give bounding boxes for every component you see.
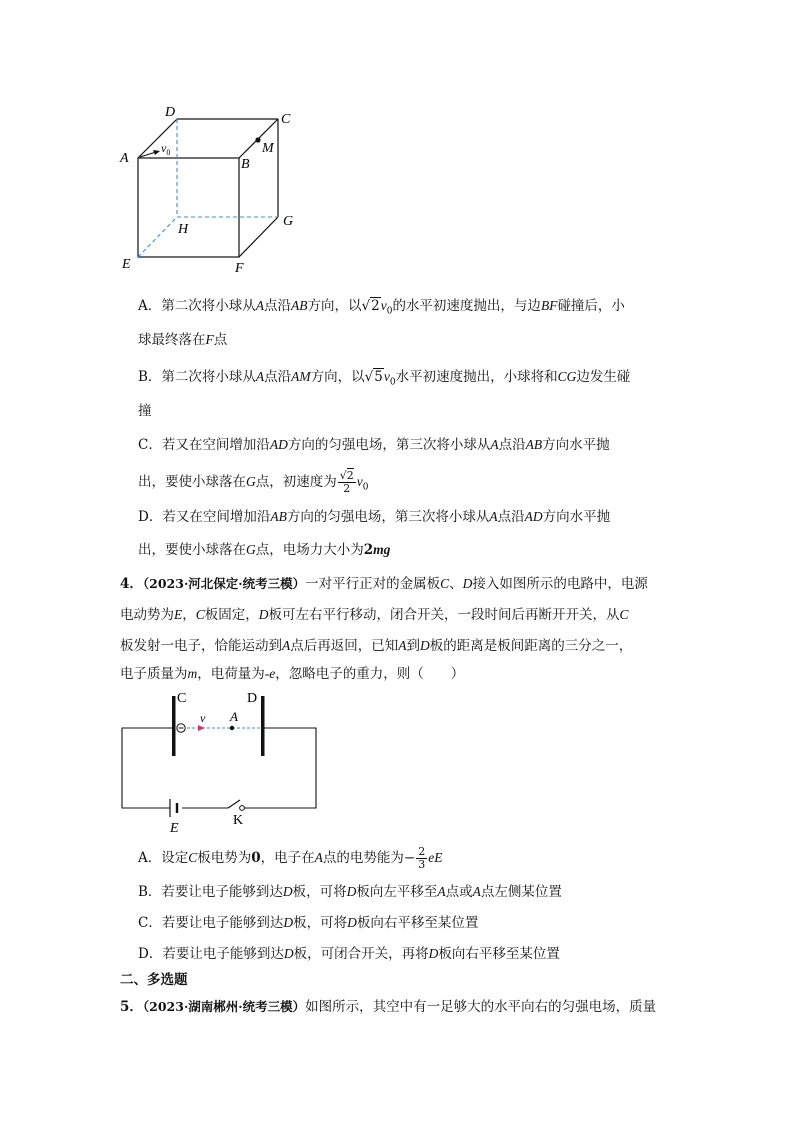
label-D: D	[165, 105, 176, 120]
label-v0: $v_0$	[161, 141, 171, 157]
label-M: M	[262, 141, 274, 156]
plate-D	[261, 696, 265, 756]
switch-blade	[228, 800, 240, 808]
sqrt-symbol: √5	[364, 369, 383, 385]
q3-option-b-line2: 撞	[138, 403, 152, 419]
q4-stem-line1: 4．（2023·河北保定·统考三模）一对平行正对的金属板C、D接入如图所示的电路中，电源	[120, 576, 648, 592]
q4-stem-line2: 电动势为E，C板固定，D板可左右平行移动，闭合开关，一段时间后再断开开关，从C	[120, 607, 629, 623]
q4-option-b: B．若要让电子能够到达D板，可将D板向左平移至A点或A点左侧某位置	[138, 884, 562, 900]
q4-option-c: C．若要让电子能够到达D板，可将D板向右平移至某位置	[138, 915, 479, 931]
label-G: G	[283, 214, 294, 229]
point-A	[230, 726, 234, 730]
label-F: F	[235, 261, 244, 276]
velocity-arrowhead	[198, 725, 205, 731]
cube-figure	[110, 100, 310, 280]
q3-option-d-line2: 出，要使小球落在G点，电场力大小为2mg	[138, 542, 391, 558]
label-C: C	[281, 112, 291, 127]
label-K: K	[233, 813, 244, 828]
v0-arrowhead	[153, 150, 160, 155]
q4-option-d: D．若要让电子能够到达D板，可闭合开关，再将D板向右平移至某位置	[138, 946, 560, 962]
q4-option-a: A．设定C板电势为0，电子在A点的电势能为− $\frac{2}{3}$ eE	[138, 845, 443, 871]
q3-option-c-line1: C．若又在空间增加沿AD方向的匀强电场，第三次将小球从A点沿AB方向水平抛	[138, 437, 610, 453]
label-v: v	[200, 711, 206, 725]
v0-arrow	[140, 152, 156, 157]
q3-option-c-line2: 出，要使小球落在G点，初速度为 $\frac{√2}{2}$ $v_0$	[138, 469, 369, 495]
sqrt-symbol: √2	[361, 298, 380, 314]
circuit-wire-left	[122, 728, 172, 808]
q5-stem-line1: 5．（2023·湖南郴州·统考三模）如图所示，其空中有一足够大的水平向右的匀强电场，质量	[120, 999, 657, 1015]
q3-option-b-line1: B．第二次将小球从A点沿AM方向，以$√5v_0$水平初速度抛出，小球将和CG边发生碰	[138, 369, 631, 388]
cube-edge-EH	[138, 217, 177, 257]
plate-C	[172, 696, 176, 756]
q4-stem-line4: 电子质量为m，电荷量为-e，忽略电子的重力，则（ ）	[120, 666, 465, 682]
circuit-figure	[110, 686, 330, 836]
q4-stem-line3: 板发射一电子，恰能运动到A点后再返回，已知A到D板的距离是板间距离的三分之一，	[120, 638, 633, 654]
label-A: A	[120, 151, 129, 166]
fraction-sqrt2-over-2: $\frac{√2}{2}$	[339, 469, 354, 495]
circuit-wire-right	[242, 728, 316, 808]
q3-option-d-line1: D．若又在空间增加沿AB方向的匀强电场，第三次将小球从A点沿AD方向水平抛	[138, 509, 611, 525]
label-D: D	[247, 691, 258, 706]
label-H: H	[178, 222, 189, 237]
label-A: A	[230, 709, 238, 724]
label-B: B	[241, 157, 250, 172]
label-E: E	[122, 257, 131, 272]
section-title: 二、多选题	[120, 972, 188, 988]
fraction-2-over-3: $\frac{2}{3}$	[418, 845, 426, 871]
switch-contact	[240, 806, 245, 811]
q3-option-a-line2: 球最终落在F点	[138, 332, 228, 348]
label-E: E	[170, 821, 179, 836]
cube-edge-FG	[239, 217, 278, 257]
point-M	[255, 137, 260, 142]
label-C: C	[177, 691, 187, 706]
q3-option-a-line1: A．第二次将小球从A点沿AB方向，以$√2v_0$的水平初速度抛出，与边BF碰撞后，小	[138, 298, 625, 317]
